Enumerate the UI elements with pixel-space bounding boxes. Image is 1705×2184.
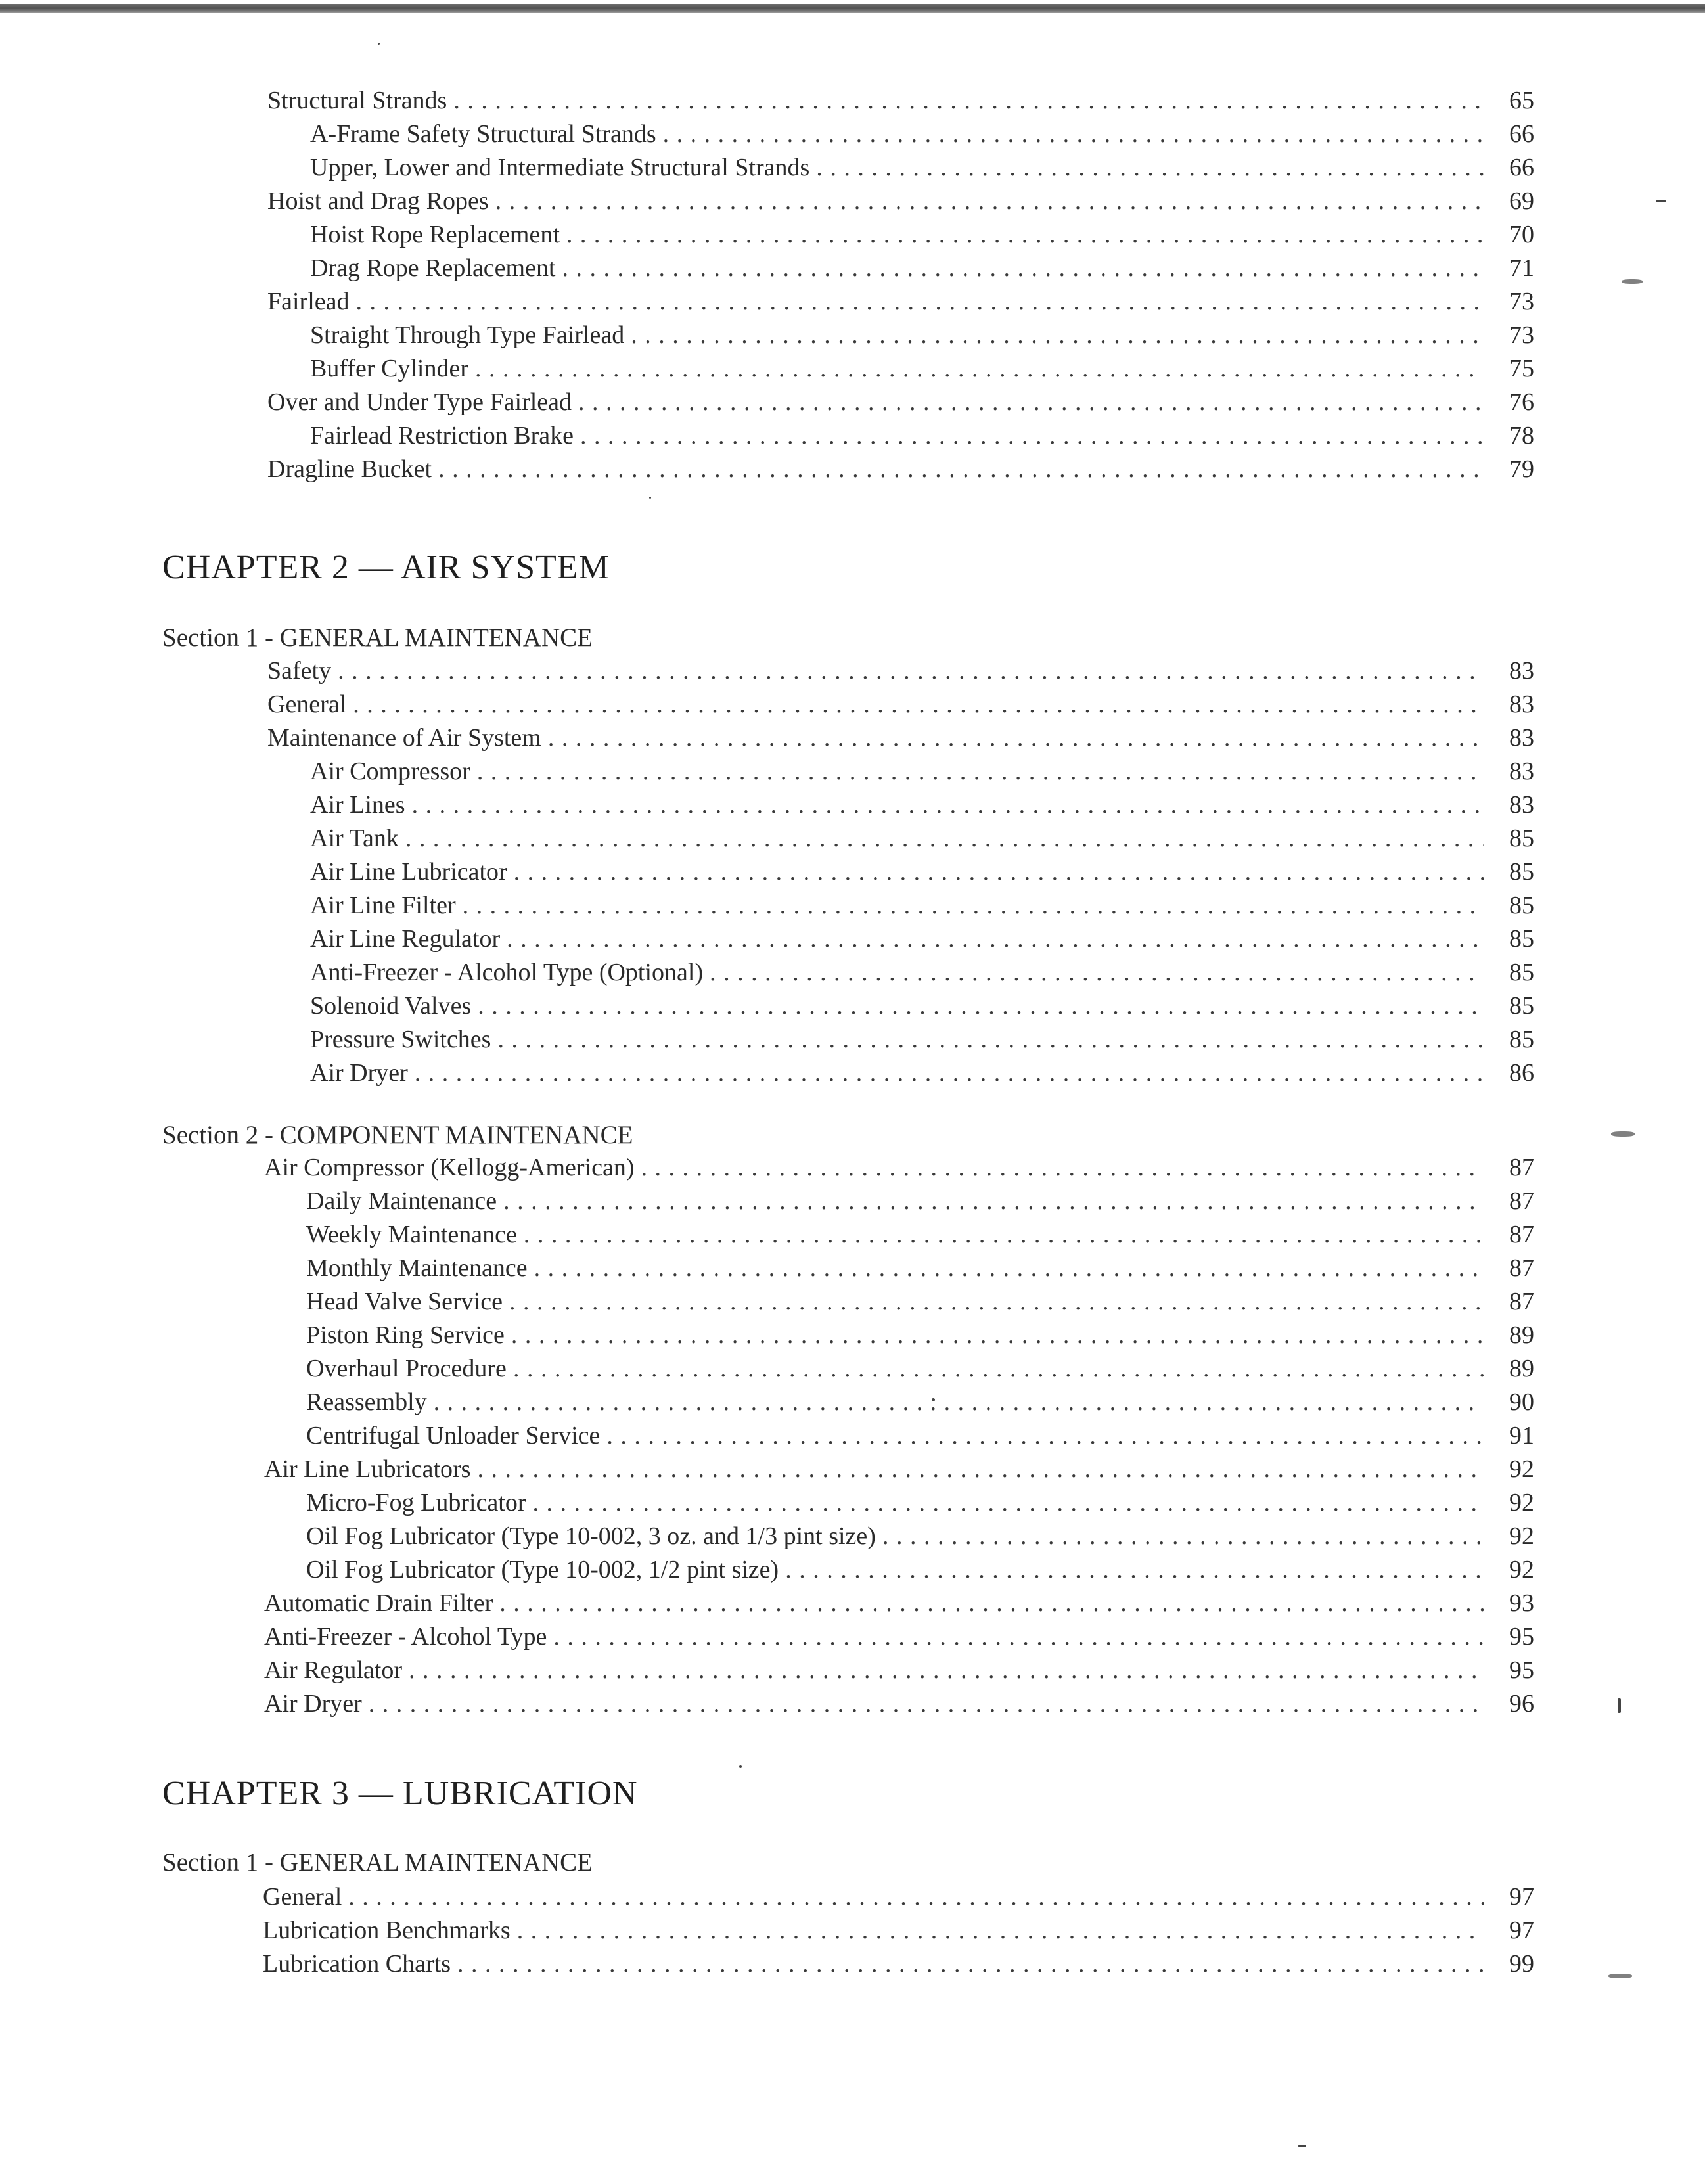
dot-leader xyxy=(369,1687,1484,1721)
toc-entry xyxy=(0,386,1705,419)
toc-entry-title: Hoist Rope Replacement xyxy=(310,221,560,248)
scan-speck xyxy=(1618,1698,1621,1713)
toc-entry-page-number: 73 xyxy=(1509,288,1534,315)
toc-entry xyxy=(0,755,1705,788)
toc-entry-page-number: 85 xyxy=(1509,992,1534,1020)
chapter-2-section-1-list xyxy=(0,654,1705,1090)
toc-entry xyxy=(0,1023,1705,1057)
toc-entry-page-number: 85 xyxy=(1509,959,1534,986)
toc-entry-page-number: 87 xyxy=(1509,1154,1534,1181)
toc-entry-page-number: 92 xyxy=(1509,1522,1534,1550)
chapter-3-section-1-list xyxy=(0,1880,1705,1981)
dot-leader xyxy=(524,1218,1484,1252)
toc-entry-title: Air Tank xyxy=(310,825,399,852)
dot-leader xyxy=(663,118,1484,151)
toc-entry-page-number: 99 xyxy=(1509,1950,1534,1978)
toc-entry xyxy=(0,352,1705,386)
toc-entry-page-number: 66 xyxy=(1509,120,1534,148)
toc-entry-page-number: 93 xyxy=(1509,1589,1534,1617)
dot-leader xyxy=(578,386,1484,419)
dot-leader xyxy=(405,822,1484,855)
toc-entry-title: Fairlead xyxy=(267,288,350,315)
toc-entry-page-number: 97 xyxy=(1509,1883,1534,1911)
dot-leader xyxy=(409,1654,1484,1687)
toc-entry xyxy=(0,990,1705,1023)
toc-entry-page-number: 92 xyxy=(1509,1556,1534,1583)
toc-entry-title: Air Line Filter xyxy=(310,892,456,919)
dot-leader xyxy=(475,352,1484,386)
toc-entry-page-number: 87 xyxy=(1509,1288,1534,1315)
toc-entry-title: Maintenance of Air System xyxy=(267,724,541,752)
toc-entry-title: Air Dryer xyxy=(310,1059,408,1087)
toc-entry-title: Buffer Cylinder xyxy=(310,355,468,382)
toc-entry-page-number: 96 xyxy=(1509,1690,1534,1718)
toc-entry xyxy=(0,185,1705,218)
dot-leader xyxy=(517,1914,1484,1947)
toc-entry xyxy=(0,1947,1705,1981)
toc-entry xyxy=(0,1319,1705,1352)
dot-leader xyxy=(513,1352,1484,1386)
toc-entry-page-number: 85 xyxy=(1509,858,1534,886)
toc-entry-page-number: 85 xyxy=(1509,825,1534,852)
toc-entry xyxy=(0,1587,1705,1620)
toc-entry xyxy=(0,1151,1705,1185)
dot-leader xyxy=(499,1587,1484,1620)
toc-entry-page-number: 87 xyxy=(1509,1221,1534,1248)
toc-entry-title: Air Compressor xyxy=(310,758,470,785)
dot-leader xyxy=(415,1057,1484,1090)
toc-entry-page-number: 92 xyxy=(1509,1455,1534,1483)
toc-entry-page-number: 85 xyxy=(1509,925,1534,953)
dot-leader xyxy=(497,1023,1484,1057)
toc-entry xyxy=(0,252,1705,285)
dot-leader xyxy=(438,453,1484,486)
dot-leader xyxy=(503,1185,1484,1218)
toc-entry xyxy=(0,1218,1705,1252)
dot-leader xyxy=(453,84,1484,118)
toc-entry xyxy=(0,788,1705,822)
dot-leader xyxy=(348,1880,1484,1914)
toc-entry-page-number: 66 xyxy=(1509,154,1534,181)
toc-entry xyxy=(0,1386,1705,1419)
toc-entry-title: Air Regulator xyxy=(264,1656,403,1684)
toc-entry-page-number: 85 xyxy=(1509,1026,1534,1053)
toc-entry xyxy=(0,419,1705,453)
toc-entry xyxy=(0,84,1705,118)
dot-leader xyxy=(356,285,1484,319)
toc-entry-title: Structural Strands xyxy=(267,87,447,114)
toc-entry-title: Hoist and Drag Ropes xyxy=(267,187,489,215)
toc-entry xyxy=(0,889,1705,922)
toc-entry-page-number: 89 xyxy=(1509,1355,1534,1382)
toc-entry-title: Oil Fog Lubricator (Type 10-002, 3 oz. and 1/3 pint size) xyxy=(306,1522,876,1550)
dot-leader xyxy=(882,1520,1484,1553)
toc-entry-page-number: 86 xyxy=(1509,1059,1534,1087)
toc-entry-title: Upper, Lower and Intermediate Structural Strands xyxy=(310,154,810,181)
toc-entry-page-number: 83 xyxy=(1509,758,1534,785)
scan-speck xyxy=(649,497,651,499)
toc-entry-page-number: 83 xyxy=(1509,791,1534,819)
toc-entry-title: Oil Fog Lubricator (Type 10-002, 1/2 pint size) xyxy=(306,1556,779,1583)
toc-entry-page-number: 92 xyxy=(1509,1489,1534,1516)
toc-entry xyxy=(0,319,1705,352)
dot-leader xyxy=(478,990,1484,1023)
toc-entry xyxy=(0,688,1705,721)
dot-leader xyxy=(785,1553,1484,1587)
toc-entry xyxy=(0,1687,1705,1721)
dot-leader xyxy=(816,151,1484,185)
toc-entry-title: Air Lines xyxy=(310,791,405,819)
dot-leader xyxy=(548,721,1484,755)
toc-entry-page-number: 69 xyxy=(1509,187,1534,215)
toc-entry xyxy=(0,1620,1705,1654)
dot-leader xyxy=(477,1453,1484,1486)
toc-entry xyxy=(0,1057,1705,1090)
dot-leader xyxy=(580,419,1484,453)
toc-entry xyxy=(0,822,1705,855)
toc-entry-page-number: 97 xyxy=(1509,1917,1534,1944)
scan-speck xyxy=(932,1398,935,1401)
toc-entry xyxy=(0,1520,1705,1553)
toc-entry-title: Air Line Lubricator xyxy=(310,858,507,886)
toc-entry xyxy=(0,1252,1705,1285)
toc-entry xyxy=(0,654,1705,688)
toc-entry-page-number: 89 xyxy=(1509,1321,1534,1349)
chapter-1-continued-list xyxy=(0,84,1705,486)
toc-entry xyxy=(0,1486,1705,1520)
scan-speck xyxy=(378,43,380,45)
toc-entry-title: Lubrication Charts xyxy=(263,1950,451,1978)
scan-mark xyxy=(1608,1974,1632,1978)
chapter-2-section-1-heading: Section 1 - GENERAL MAINTENANCE xyxy=(162,624,593,652)
toc-entry xyxy=(0,1453,1705,1486)
toc-entry xyxy=(0,1553,1705,1587)
toc-entry xyxy=(0,285,1705,319)
dot-leader xyxy=(710,956,1484,990)
dot-leader xyxy=(412,788,1484,822)
toc-entry xyxy=(0,1352,1705,1386)
toc-entry-title: General xyxy=(263,1883,342,1911)
toc-entry-title: Lubrication Benchmarks xyxy=(263,1917,511,1944)
toc-entry xyxy=(0,453,1705,486)
toc-entry-page-number: 83 xyxy=(1509,691,1534,718)
toc-entry-page-number: 78 xyxy=(1509,422,1534,449)
toc-entry-page-number: 85 xyxy=(1509,892,1534,919)
toc-entry xyxy=(0,1880,1705,1914)
dot-leader xyxy=(534,1252,1484,1285)
toc-entry-page-number: 95 xyxy=(1509,1623,1534,1650)
toc-entry-title: Air Dryer xyxy=(264,1690,362,1718)
toc-entry-page-number: 87 xyxy=(1509,1187,1534,1215)
toc-entry xyxy=(0,1914,1705,1947)
toc-entry-title: Air Line Lubricators xyxy=(264,1455,471,1483)
toc-entry-title: Centrifugal Unloader Service xyxy=(306,1422,601,1449)
dot-leader xyxy=(511,1319,1484,1352)
toc-entry-title: Drag Rope Replacement xyxy=(310,254,556,282)
dot-leader xyxy=(463,889,1484,922)
toc-entry xyxy=(0,1654,1705,1687)
scan-speck xyxy=(739,1765,742,1768)
toc-entry-title: Anti-Freezer - Alcohol Type (Optional) xyxy=(310,959,704,986)
scan-speck xyxy=(1656,200,1666,202)
toc-entry-title: Straight Through Type Fairlead xyxy=(310,321,625,349)
scan-mark xyxy=(1622,279,1643,284)
toc-entry-title: Anti-Freezer - Alcohol Type xyxy=(264,1623,547,1650)
chapter-3-heading: CHAPTER 3 — LUBRICATION xyxy=(162,1775,638,1812)
toc-entry-title: Fairlead Restriction Brake xyxy=(310,422,574,449)
toc-entry xyxy=(0,956,1705,990)
toc-entry xyxy=(0,1285,1705,1319)
toc-entry-title: A-Frame Safety Structural Strands xyxy=(310,120,656,148)
toc-entry-page-number: 83 xyxy=(1509,724,1534,752)
toc-entry-page-number: 83 xyxy=(1509,657,1534,685)
toc-entry-page-number: 79 xyxy=(1509,455,1534,483)
toc-entry-page-number: 87 xyxy=(1509,1254,1534,1282)
toc-entry-page-number: 73 xyxy=(1509,321,1534,349)
dot-leader xyxy=(553,1620,1484,1654)
dot-leader xyxy=(495,185,1484,218)
toc-entry-title: Piston Ring Service xyxy=(306,1321,505,1349)
dot-leader xyxy=(514,855,1484,889)
dot-leader xyxy=(606,1419,1484,1453)
toc-entry-page-number: 71 xyxy=(1509,254,1534,282)
scan-speck xyxy=(1298,2145,1306,2147)
toc-entry xyxy=(0,721,1705,755)
toc-entry xyxy=(0,151,1705,185)
toc-entry xyxy=(0,218,1705,252)
toc-entry-page-number: 65 xyxy=(1509,87,1534,114)
chapter-2-section-2-heading: Section 2 - COMPONENT MAINTENANCE xyxy=(162,1121,633,1149)
toc-entry-page-number: 70 xyxy=(1509,221,1534,248)
toc-entry-title: Reassembly xyxy=(306,1388,427,1416)
dot-leader xyxy=(353,688,1484,721)
toc-entry-page-number: 76 xyxy=(1509,388,1534,416)
toc-entry-title: Head Valve Service xyxy=(306,1288,503,1315)
toc-entry xyxy=(0,1185,1705,1218)
toc-entry-title: Pressure Switches xyxy=(310,1026,491,1053)
toc-entry-title: Monthly Maintenance xyxy=(306,1254,528,1282)
dot-leader xyxy=(533,1486,1484,1520)
chapter-3-section-1-heading: Section 1 - GENERAL MAINTENANCE xyxy=(162,1848,593,1877)
toc-entry-title: Micro-Fog Lubricator xyxy=(306,1489,526,1516)
dot-leader xyxy=(507,922,1484,956)
toc-entry-page-number: 90 xyxy=(1509,1388,1534,1416)
toc-entry-title: Air Line Regulator xyxy=(310,925,501,953)
toc-entry xyxy=(0,922,1705,956)
toc-entry-title: Air Compressor (Kellogg-American) xyxy=(264,1154,635,1181)
toc-entry-page-number: 95 xyxy=(1509,1656,1534,1684)
toc-entry-page-number: 91 xyxy=(1509,1422,1534,1449)
dot-leader xyxy=(641,1151,1484,1185)
dot-leader xyxy=(457,1947,1484,1981)
toc-entry xyxy=(0,118,1705,151)
dot-leader xyxy=(509,1285,1484,1319)
toc-entry-title: Solenoid Valves xyxy=(310,992,472,1020)
toc-entry-title: Daily Maintenance xyxy=(306,1187,497,1215)
toc-entry-title: General xyxy=(267,691,347,718)
toc-entry-title: Over and Under Type Fairlead xyxy=(267,388,572,416)
toc-entry-title: Safety xyxy=(267,657,332,685)
toc-entry-title: Automatic Drain Filter xyxy=(264,1589,493,1617)
toc-entry xyxy=(0,1419,1705,1453)
scan-mark xyxy=(1611,1131,1635,1137)
dot-leader xyxy=(434,1386,1484,1419)
dot-leader xyxy=(566,218,1484,252)
dot-leader xyxy=(477,755,1484,788)
chapter-2-heading: CHAPTER 2 — AIR SYSTEM xyxy=(162,549,610,586)
toc-entry xyxy=(0,855,1705,889)
dot-leader xyxy=(631,319,1484,352)
toc-entry-page-number: 75 xyxy=(1509,355,1534,382)
toc-entry-title: Weekly Maintenance xyxy=(306,1221,517,1248)
dot-leader xyxy=(562,252,1484,285)
toc-entry-title: Overhaul Procedure xyxy=(306,1355,507,1382)
chapter-2-section-2-list xyxy=(0,1151,1705,1721)
toc-entry-title: Dragline Bucket xyxy=(267,455,432,483)
dot-leader xyxy=(338,654,1484,688)
